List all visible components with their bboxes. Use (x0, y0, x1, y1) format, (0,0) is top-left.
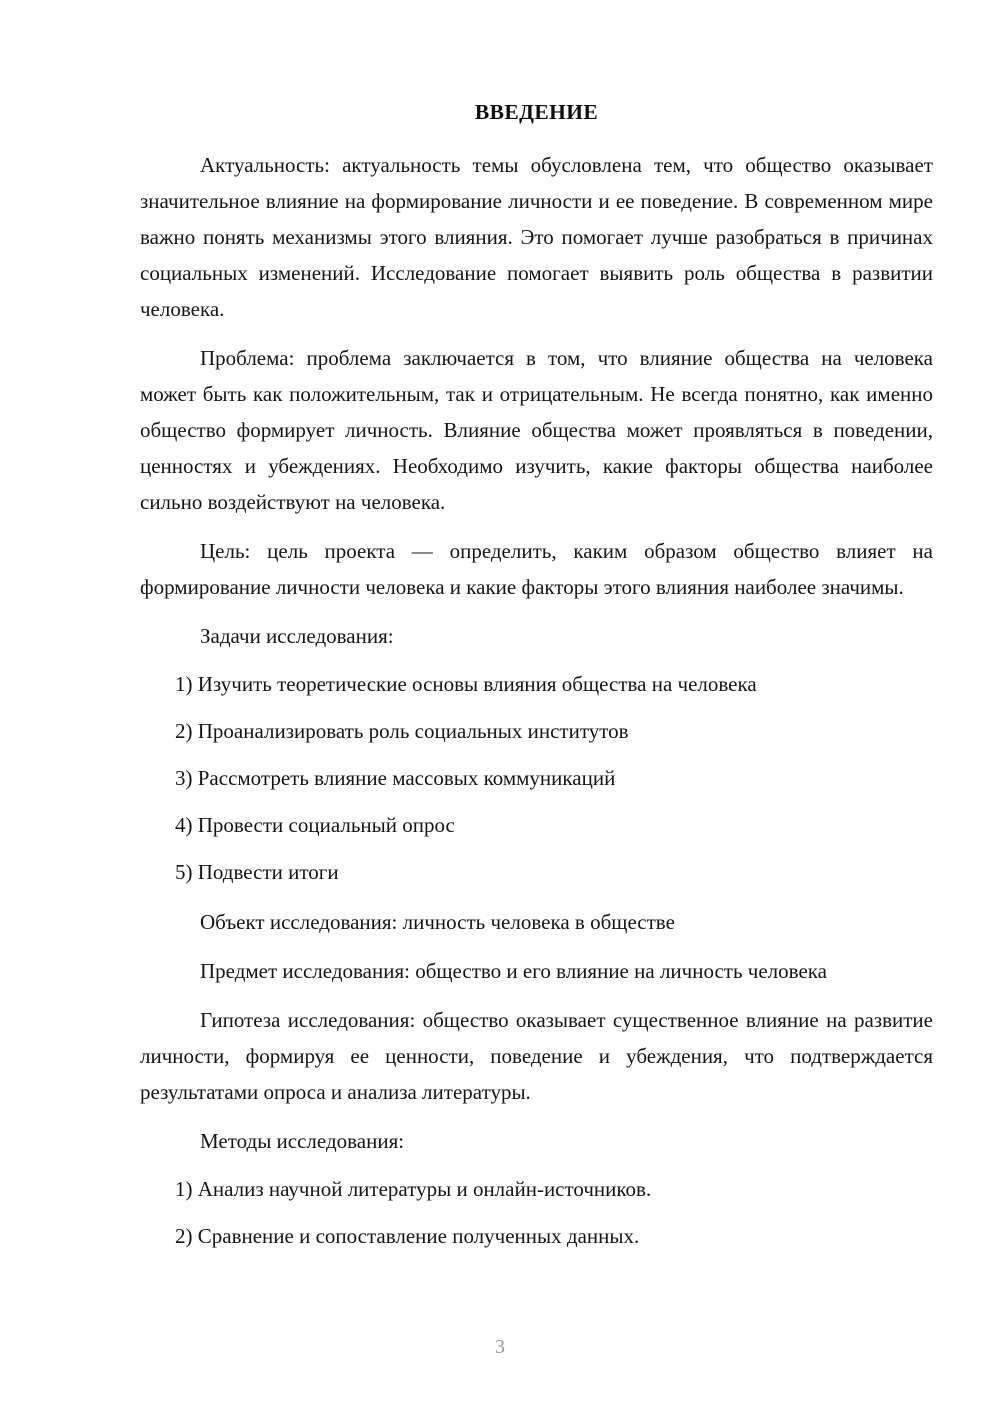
paragraph-problem: Проблема: проблема заключается в том, что влияние общества на человека может быть как положительным, так и отрицательным. Не всегда понятно, как именно общество формирует личность. Влияние общества может проявляться в поведении, ценностях и убеждениях. Необходимо изучить, какие факторы общества наиболее сильно воздействуют на человека. (140, 345, 933, 514)
list-item: 4) Провести социальный опрос (175, 812, 455, 837)
paragraph-object: Объект исследования: личность человека в обществе (200, 909, 675, 934)
paragraph-relevance: Актуальность: актуальность темы обусловлена тем, что общество оказывает значительное влияние на формирование личности и ее поведение. В современном мире важно понять механизмы этого влияния. Это помогает лучше разобраться в причинах социальных изменений. Исследование помогает выявить роль общества в развитии человека. (140, 152, 933, 321)
tasks-heading: Задачи исследования: (200, 623, 394, 648)
list-item: 3) Рассмотреть влияние массовых коммуникаций (175, 765, 616, 790)
methods-heading: Методы исследования: (200, 1128, 405, 1153)
list-item: 5) Подвести итоги (175, 859, 339, 884)
tasks-list (140, 666, 933, 890)
page-title: ВВЕДЕНИЕ (474, 100, 599, 124)
list-item: 1) Анализ научной литературы и онлайн-источников. (175, 1176, 652, 1201)
list-item: 1) Изучить теоретические основы влияния общества на человека (175, 671, 757, 696)
paragraph-goal: Цель: цель проекта — определить, каким образом общество влияет на формирование личности человека и какие факторы этого влияния наиболее значимы. (140, 538, 933, 599)
methods-list (140, 1171, 933, 1254)
page-number: 3 (495, 1336, 505, 1358)
paragraph-subject: Предмет исследования: общество и его влияние на личность человека (200, 958, 827, 983)
list-item: 2) Проанализировать роль социальных институтов (175, 718, 629, 743)
document-body (140, 0, 933, 1254)
paragraph-hypothesis: Гипотеза исследования: общество оказывает существенное влияние на развитие личности, формируя ее ценности, поведение и убеждения, что подтверждается результатами опроса и анализа литературы. (140, 1007, 933, 1104)
list-item: 2) Сравнение и сопоставление полученных данных. (175, 1223, 640, 1248)
